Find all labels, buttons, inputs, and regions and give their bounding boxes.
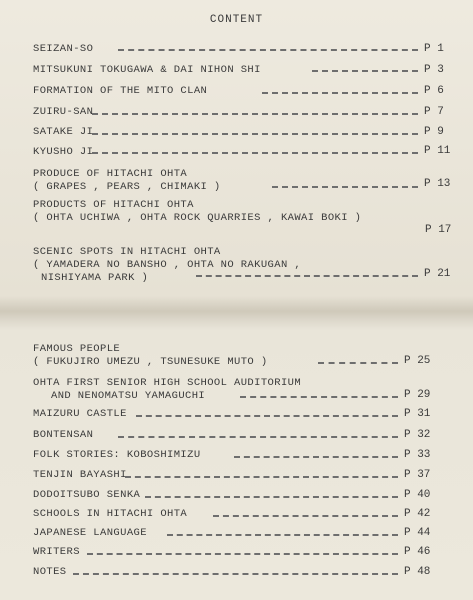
toc-entry-line: ( FUKUJIRO UMEZU , TSUNESUKE MUTO ) xyxy=(33,356,268,368)
toc-entry-line: SATAKE JI xyxy=(33,126,94,138)
toc-entry-line: OHTA FIRST SENIOR HIGH SCHOOL AUDITORIUM xyxy=(33,377,302,389)
toc-entry-line: AND NENOMATSU YAMAGUCHI xyxy=(51,390,206,402)
toc-entry xyxy=(33,126,93,139)
page-number: P 7 xyxy=(424,106,444,118)
leader-dashes xyxy=(234,456,398,458)
leader-dashes xyxy=(92,113,418,115)
toc-entry xyxy=(33,343,268,369)
toc-entry xyxy=(33,489,140,502)
toc-entry xyxy=(33,85,207,98)
toc-entry-line: NISHIYAMA PARK ) xyxy=(41,272,149,284)
page-number: P 1 xyxy=(424,43,444,55)
page-fold xyxy=(0,296,473,330)
page-number: P 37 xyxy=(404,469,431,481)
toc-entry-line: KYUSHO JI xyxy=(33,146,94,158)
page-bottom xyxy=(0,330,473,600)
leader-dashes xyxy=(118,49,418,51)
leader-dashes xyxy=(125,476,398,478)
toc-entry xyxy=(33,527,147,540)
page-number: P 9 xyxy=(424,126,444,138)
toc-entry-line: TENJIN BAYASHI xyxy=(33,469,127,481)
leader-dashes xyxy=(213,515,398,517)
page-number: P 33 xyxy=(404,449,431,461)
toc-entry-line: PRODUCE OF HITACHI OHTA xyxy=(33,168,188,180)
toc-entry-line: MITSUKUNI TOKUGAWA & DAI NIHON SHI xyxy=(33,64,261,76)
leader-dashes xyxy=(118,436,398,438)
leader-dashes xyxy=(312,70,418,72)
leader-dashes xyxy=(145,496,398,498)
page-number: P 42 xyxy=(404,508,431,520)
toc-entry xyxy=(33,469,127,482)
page-number: P 40 xyxy=(404,489,431,501)
toc-entry-line: ZUIRU-SAN xyxy=(33,106,94,118)
toc-entry-line: FAMOUS PEOPLE xyxy=(33,343,121,355)
page-number: P 3 xyxy=(424,64,444,76)
toc-entry xyxy=(33,64,261,77)
leader-dashes xyxy=(318,362,398,364)
toc-entry-line: JAPANESE LANGUAGE xyxy=(33,527,147,539)
leader-dashes xyxy=(87,553,398,555)
leader-dashes xyxy=(272,186,418,188)
toc-entry xyxy=(33,508,187,521)
page-number: P 21 xyxy=(424,268,451,280)
toc-entry xyxy=(33,566,67,579)
toc-entry-line: ( OHTA UCHIWA , OHTA ROCK QUARRIES , KAWAI BOKI ) xyxy=(33,212,362,224)
toc-entry-line: FORMATION OF THE MITO CLAN xyxy=(33,85,208,97)
toc-entry-line: ( GRAPES , PEARS , CHIMAKI ) xyxy=(33,181,221,193)
toc-entry-line: PRODUCTS OF HITACHI OHTA xyxy=(33,199,194,211)
page-number: P 31 xyxy=(404,408,431,420)
toc-entry xyxy=(33,546,80,559)
leader-dashes xyxy=(92,152,418,154)
leader-dashes xyxy=(262,92,418,94)
toc-entry xyxy=(33,246,301,285)
toc-entry-line: MAIZURU CASTLE xyxy=(33,408,127,420)
toc-entry xyxy=(33,429,93,442)
leader-dashes xyxy=(92,133,418,135)
leader-dashes xyxy=(73,573,398,575)
page-number: P 13 xyxy=(424,178,451,190)
toc-entry-line: SCENIC SPOTS IN HITACHI OHTA xyxy=(33,246,221,258)
toc-entry-line: DODOITSUBO SENKA xyxy=(33,489,141,501)
toc-entry-line: SEIZAN-SO xyxy=(33,43,94,55)
leader-dashes xyxy=(167,534,398,536)
page-number: P 29 xyxy=(404,389,431,401)
toc-entry-line: NOTES xyxy=(33,566,67,578)
toc-entry-line: WRITERS xyxy=(33,546,80,558)
toc-entry xyxy=(33,408,127,421)
page-number: P 25 xyxy=(404,355,431,367)
toc-entry xyxy=(33,106,93,119)
page-number: P 17 xyxy=(425,224,452,236)
toc-entry xyxy=(33,43,93,56)
page-number: P 44 xyxy=(404,527,431,539)
toc-entry xyxy=(33,146,93,159)
page-number: P 46 xyxy=(404,546,431,558)
toc-entry xyxy=(33,449,201,462)
page-number: P 32 xyxy=(404,429,431,441)
leader-dashes xyxy=(136,415,398,417)
toc-entry-line: ( YAMADERA NO BANSHO , OHTA NO RAKUGAN , xyxy=(33,259,302,271)
leader-dashes xyxy=(240,396,398,398)
toc-entry-line: SCHOOLS IN HITACHI OHTA xyxy=(33,508,188,520)
page-number: P 48 xyxy=(404,566,431,578)
toc-entry-line: BONTENSAN xyxy=(33,429,94,441)
leader-dashes xyxy=(196,275,418,277)
page-title: CONTENT xyxy=(209,14,264,26)
page-number: P 6 xyxy=(424,85,444,97)
toc-entry-line: FOLK STORIES: KOBOSHIMIZU xyxy=(33,449,201,461)
page-number: P 11 xyxy=(424,145,451,157)
toc-entry xyxy=(33,377,301,403)
toc-entry xyxy=(33,168,221,194)
toc-entry xyxy=(33,199,361,225)
